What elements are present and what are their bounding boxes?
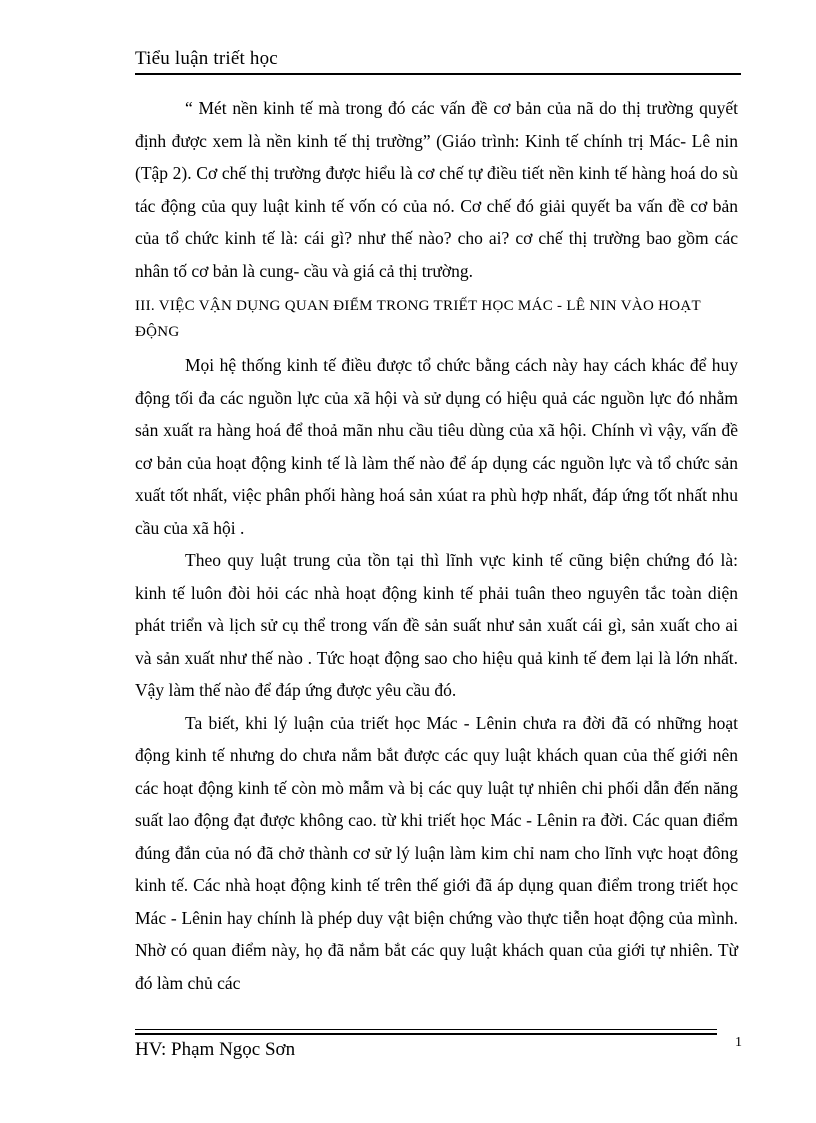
paragraph-3: Theo quy luật trung của tồn tại thì lĩnh vực kinh tế cũng biện chứng đó là: kinh tế luôn đòi hỏi các nhà hoạt động kinh tế phải tuân theo nguyên tắc toàn diện phát triển và lịch sử cụ thể trong vấn đề sản suất như sản xuất cái gì, sản xuất cho ai và sản xuất như thế nào . Tức hoạt động sao cho hiệu quả kinh tế đem lại là lớn nhất. Vậy làm thế nào để đáp ứng được yêu cầu đó. <box>135 550 738 700</box>
page-number: 1 <box>735 1035 742 1050</box>
footer-rule-top <box>135 1029 717 1030</box>
paragraph-4: Ta biết, khi lý luận của triết học Mác - Lênin chưa ra đời đã có những hoạt động kinh tế nhưng do chưa nắm bắt được các quy luật khách quan của thế giới nên các hoạt động kinh tế còn mò mẫm và bị các quy luật tự nhiên chi phối dẫn đến năng suất lao động đạt được không cao. từ khi triết học Mác - Lênin ra đời. Các quan điểm đúng đắn của nó đã chở thành cơ sử lý luận làm kim chỉ nam cho lĩnh vực hoạt đông kinh tế. Các nhà hoạt động kinh tế trên thế giới đã áp dụng quan điểm trong triết học Mác - Lênin hay chính là phép duy vật biện chứng vào thực tiễn hoạt động của mình. Nhờ có quan điểm này, họ đã nắm bắt các quy luật khách quan của giới tự nhiên. Từ đó làm chủ các <box>135 712 738 993</box>
footer-author: HV: Phạm Ngọc Sơn <box>135 1039 296 1060</box>
footer-rule-bottom <box>135 1033 717 1035</box>
section-heading: III. VIỆC VẬN DỤNG QUAN ĐIỂM TRONG TRIẾT HỌC MÁC - LÊ NIN VÀO HOẠT ĐỘNG <box>135 298 701 340</box>
paragraph-1: “ Mét nền kinh tế mà trong đó các vấn đề cơ bản của nã do thị trường quyết định được xem là nền kinh tế thị trường” (Giáo trình: Kinh tế chính trị Mác- Lê nin (Tập 2). Cơ chế thị trường được hiểu là cơ chế tự điều tiết nền kinh tế hàng hoá do sù tác động của quy luật kinh tế vốn có của nó. Cơ chế đó giải quyết ba vấn đề cơ bản của tổ chức kinh tế là: cái gì? như thế nào? cho ai? cơ chế thị trường bao gồm các nhân tố cơ bản là cung- cầu và giá cả thị trường. <box>135 98 738 281</box>
header-title: Tiểu luận triết học <box>135 48 278 69</box>
paragraph-2: Mọi hệ thống kinh tế điều được tổ chức bằng cách này hay cách khác để huy động tối đa các nguồn lực của xã hội và sử dụng có hiệu quả các nguồn lực đó nhằm sản xuất ra hàng hoá để thoả mãn nhu cầu tiêu dùng của xã hội. Chính vì vậy, vấn đề cơ bản của hoạt động kinh tế là làm thế nào để áp dụng các nguồn lực và tổ chức sản xuất tốt nhất, việc phân phối hàng hoá sản xúat ra phù hợp nhất, đáp ứng tốt nhất nhu cầu của xã hội . <box>135 355 738 538</box>
header-rule <box>135 73 741 75</box>
body-text <box>135 92 738 999</box>
